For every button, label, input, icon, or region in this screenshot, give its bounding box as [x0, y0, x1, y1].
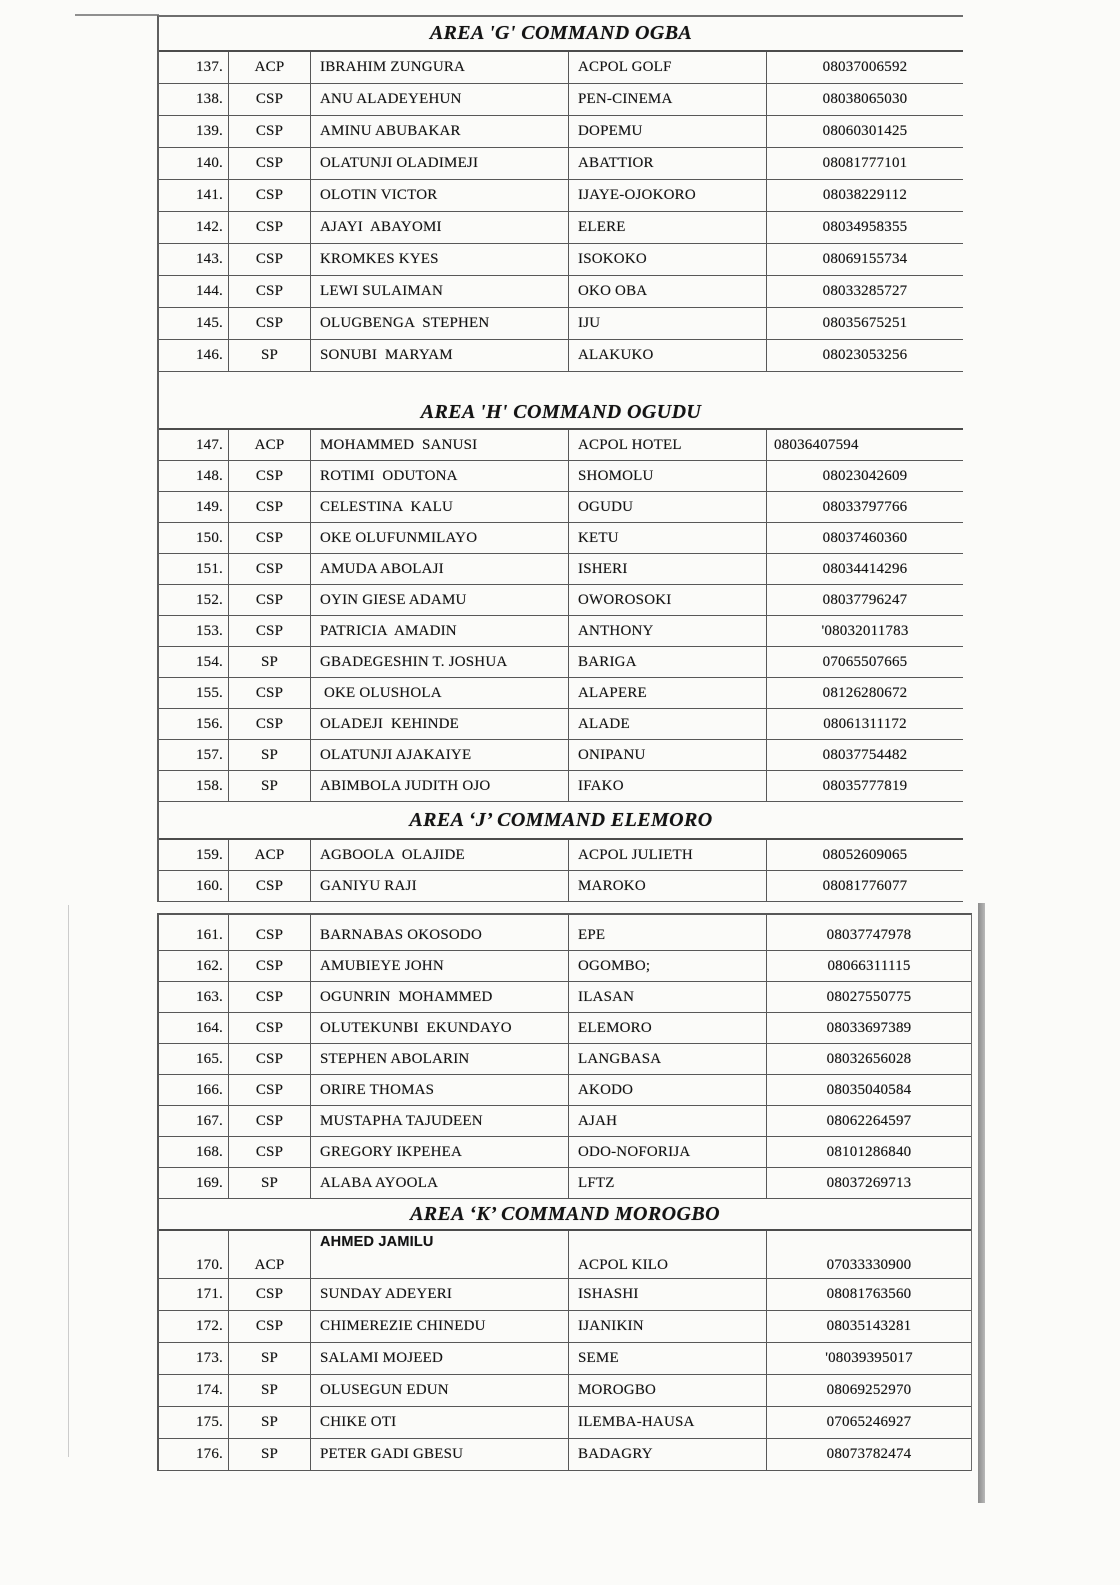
rank-cell: CSP: [229, 871, 311, 901]
page-shadow-band: [978, 903, 985, 1503]
location-cell: ISHASHI: [569, 1279, 767, 1310]
table-row: [159, 52, 963, 84]
row-number-cell: 137.: [159, 52, 229, 83]
row-number-cell: 170.: [159, 1231, 229, 1278]
row-number-cell: 172.: [159, 1311, 229, 1342]
table-row: [159, 1044, 971, 1075]
table-row: [159, 1311, 971, 1343]
table-row: [159, 461, 963, 492]
row-number-cell: 139.: [159, 116, 229, 147]
officer-name-cell: OKE OLUFUNMILAYO: [311, 523, 569, 553]
location-cell: SEME: [569, 1343, 767, 1374]
table-row: [159, 616, 963, 647]
row-number-cell: 150.: [159, 523, 229, 553]
phone-cell: 08066311115: [827, 957, 911, 974]
location-cell: ABATTIOR: [569, 148, 767, 179]
officer-name-cell: OLUGBENGA STEPHEN: [311, 308, 569, 339]
row-number-cell: 147.: [159, 430, 229, 460]
table-row: [159, 276, 963, 308]
officer-name-cell: GREGORY IKPEHEA: [311, 1137, 569, 1167]
table-row: [159, 1106, 971, 1137]
phone-cell: 08069252970: [826, 1382, 912, 1398]
row-number-cell: 158.: [159, 771, 229, 801]
officer-name-cell: AMUBIEYE JOHN: [311, 951, 569, 981]
row-number-cell: 155.: [159, 678, 229, 708]
row-number-cell: 174.: [159, 1375, 229, 1406]
phone-cell: 08037754482: [822, 746, 908, 763]
row-number-cell: 163.: [159, 982, 229, 1012]
location-cell: ACPOL KILO: [569, 1231, 767, 1278]
officer-name-cell: OGUNRIN MOHAMMED: [311, 982, 569, 1012]
phone-cell: 08023042609: [822, 467, 908, 484]
phone-cell: 08034414296: [822, 560, 908, 577]
phone-cell: 08081763560: [826, 1286, 912, 1302]
phone-cell: 08073782474: [826, 1446, 912, 1462]
location-cell: ACPOL GOLF: [569, 52, 767, 83]
table-row: [159, 492, 963, 523]
table-row: [159, 1137, 971, 1168]
row-number-cell: 149.: [159, 492, 229, 522]
location-cell: ALAPERE: [569, 678, 767, 708]
rank-cell: CSP: [229, 1137, 311, 1167]
location-cell: ACPOL HOTEL: [569, 430, 767, 460]
table-row: [159, 678, 963, 709]
location-cell: PEN-CINEMA: [569, 84, 767, 115]
phone-cell: 08069155734: [822, 251, 908, 267]
row-number-cell: 164.: [159, 1013, 229, 1043]
location-cell: MOROGBO: [569, 1375, 767, 1406]
phone-cell: 08037006592: [822, 59, 908, 75]
section-title: AREA 'G' COMMAND OGBA: [159, 17, 963, 52]
table-row: [159, 430, 963, 461]
row-number-cell: 141.: [159, 180, 229, 211]
location-cell: LFTZ: [569, 1168, 767, 1198]
row-number-cell: 145.: [159, 308, 229, 339]
phone-cell: 08023053256: [822, 347, 908, 363]
phone-cell: 08036407594: [774, 436, 859, 453]
table-row: [159, 871, 963, 902]
location-cell: ILEMBA-HAUSA: [569, 1407, 767, 1438]
location-cell: IFAKO: [569, 771, 767, 801]
officer-name-cell: OLOTIN VICTOR: [311, 180, 569, 211]
phone-cell: 08038229112: [822, 187, 908, 203]
officer-name-cell: CELESTINA KALU: [311, 492, 569, 522]
location-cell: ILASAN: [569, 982, 767, 1012]
rank-cell: CSP: [229, 116, 311, 147]
row-number-cell: 152.: [159, 585, 229, 615]
location-cell: IJANIKIN: [569, 1311, 767, 1342]
rank-cell: CSP: [229, 1013, 311, 1043]
rank-cell: ACP: [229, 430, 311, 460]
row-number-cell: 165.: [159, 1044, 229, 1074]
officer-name-cell: ROTIMI ODUTONA: [311, 461, 569, 491]
rank-cell: ACP: [229, 840, 311, 870]
rank-cell: ACP: [229, 1231, 311, 1278]
row-number-cell: 171.: [159, 1279, 229, 1310]
section-title: AREA ‘K’ COMMAND MOROGBO: [159, 1199, 971, 1231]
rank-cell: CSP: [229, 523, 311, 553]
rank-cell: CSP: [229, 951, 311, 981]
rank-cell: CSP: [229, 180, 311, 211]
rank-cell: CSP: [229, 276, 311, 307]
location-cell: KETU: [569, 523, 767, 553]
table-row: [159, 840, 963, 871]
officer-name-cell: SONUBI MARYAM: [311, 340, 569, 371]
officer-name-cell: OKE OLUSHOLA: [311, 678, 569, 708]
officer-name-cell: OLATUNJI AJAKAIYE: [311, 740, 569, 770]
officer-name-cell: AHMED JAMILU: [311, 1231, 569, 1278]
lower-roster-table: [157, 913, 972, 1471]
row-number-cell: 175.: [159, 1407, 229, 1438]
row-number-cell: 162.: [159, 951, 229, 981]
phone-cell: 08035143281: [826, 1318, 912, 1334]
officer-name-cell: PETER GADI GBESU: [311, 1439, 569, 1470]
phone-cell: 08035777819: [822, 777, 908, 794]
location-cell: ALAKUKO: [569, 340, 767, 371]
phone-cell: 08037269713: [826, 1174, 912, 1191]
section-title: AREA 'H' COMMAND OGUDU: [159, 372, 963, 430]
row-number-cell: 140.: [159, 148, 229, 179]
location-cell: IJU: [569, 308, 767, 339]
row-number-cell: 166.: [159, 1075, 229, 1105]
phone-cell: 08033697389: [826, 1019, 912, 1036]
rank-cell: CSP: [229, 492, 311, 522]
rank-cell: CSP: [229, 308, 311, 339]
row-number-cell: 169.: [159, 1168, 229, 1198]
table-row: [159, 585, 963, 616]
location-cell: OGUDU: [569, 492, 767, 522]
phone-cell: 08052609065: [822, 846, 908, 863]
rank-cell: SP: [229, 1343, 311, 1374]
officer-name-cell: OLUSEGUN EDUN: [311, 1375, 569, 1406]
phone-cell: 08037796247: [822, 591, 908, 608]
officer-name-cell: ALABA AYOOLA: [311, 1168, 569, 1198]
rank-cell: CSP: [229, 616, 311, 646]
upper-roster-table: [157, 15, 963, 902]
officer-name-cell: BARNABAS OKOSODO: [311, 915, 569, 950]
location-cell: ANTHONY: [569, 616, 767, 646]
table-row: [159, 1439, 971, 1471]
table-row: [159, 951, 971, 982]
rank-cell: CSP: [229, 678, 311, 708]
rank-cell: CSP: [229, 982, 311, 1012]
rank-cell: SP: [229, 647, 311, 677]
table-row: [159, 771, 963, 802]
table-row: [159, 1231, 971, 1279]
location-cell: ELEMORO: [569, 1013, 767, 1043]
rank-cell: CSP: [229, 1106, 311, 1136]
location-cell: ALADE: [569, 709, 767, 739]
row-number-cell: 144.: [159, 276, 229, 307]
location-cell: LANGBASA: [569, 1044, 767, 1074]
rank-cell: CSP: [229, 709, 311, 739]
rank-cell: ACP: [229, 52, 311, 83]
rank-cell: CSP: [229, 1044, 311, 1074]
row-number-cell: 154.: [159, 647, 229, 677]
table-row: [159, 523, 963, 554]
officer-name-cell: SUNDAY ADEYERI: [311, 1279, 569, 1310]
officer-name-cell: IBRAHIM ZUNGURA: [311, 52, 569, 83]
rank-cell: CSP: [229, 1075, 311, 1105]
phone-cell: 08126280672: [822, 684, 908, 701]
rank-cell: CSP: [229, 585, 311, 615]
table-row: [159, 1343, 971, 1375]
location-cell: BADAGRY: [569, 1439, 767, 1470]
row-number-cell: 153.: [159, 616, 229, 646]
row-number-cell: 168.: [159, 1137, 229, 1167]
location-cell: IJAYE-OJOKORO: [569, 180, 767, 211]
phone-cell: 07065507665: [822, 653, 908, 670]
rank-cell: CSP: [229, 915, 311, 950]
table-row: [159, 1075, 971, 1106]
officer-name-cell: OYIN GIESE ADAMU: [311, 585, 569, 615]
officer-name-cell: OLUTEKUNBI EKUNDAYO: [311, 1013, 569, 1043]
row-number-cell: 157.: [159, 740, 229, 770]
row-number-cell: 161.: [159, 915, 229, 950]
phone-cell: 08037747978: [826, 927, 912, 943]
phone-cell: 07033330900: [826, 1257, 912, 1273]
phone-cell: 08038065030: [822, 91, 908, 107]
rank-cell: SP: [229, 1439, 311, 1470]
row-number-cell: 151.: [159, 554, 229, 584]
location-cell: OGOMBO;: [569, 951, 767, 981]
location-cell: SHOMOLU: [569, 461, 767, 491]
location-cell: BARIGA: [569, 647, 767, 677]
row-number-cell: 142.: [159, 212, 229, 243]
location-cell: OKO OBA: [569, 276, 767, 307]
table-row: [159, 709, 963, 740]
phone-cell: 08101286840: [826, 1143, 912, 1160]
row-number-cell: 143.: [159, 244, 229, 275]
table-row: [159, 244, 963, 276]
page-edge-line: [68, 905, 69, 1457]
table-row: [159, 647, 963, 678]
rank-cell: CSP: [229, 212, 311, 243]
rank-cell: SP: [229, 1375, 311, 1406]
officer-name-cell: AJAYI ABAYOMI: [311, 212, 569, 243]
officer-name-cell: PATRICIA AMADIN: [311, 616, 569, 646]
table-row: [159, 1375, 971, 1407]
location-cell: DOPEMU: [569, 116, 767, 147]
officer-name-cell: MOHAMMED SANUSI: [311, 430, 569, 460]
officer-name-cell: ANU ALADEYEHUN: [311, 84, 569, 115]
table-row: [159, 84, 963, 116]
location-cell: ELERE: [569, 212, 767, 243]
rank-cell: CSP: [229, 461, 311, 491]
rank-cell: SP: [229, 771, 311, 801]
officer-name-cell: ABIMBOLA JUDITH OJO: [311, 771, 569, 801]
officer-name-cell: KROMKES KYES: [311, 244, 569, 275]
officer-name-cell: STEPHEN ABOLARIN: [311, 1044, 569, 1074]
table-row: [159, 308, 963, 340]
phone-cell: '08032011783: [821, 622, 909, 639]
location-cell: ISHERI: [569, 554, 767, 584]
rank-cell: CSP: [229, 148, 311, 179]
officer-name-cell: AMINU ABUBAKAR: [311, 116, 569, 147]
officer-name-cell: CHIKE OTI: [311, 1407, 569, 1438]
table-row: [159, 180, 963, 212]
table-row: [159, 915, 971, 951]
top-border-overhang-line: [75, 14, 159, 16]
phone-cell: 08081777101: [822, 155, 908, 171]
officer-name-cell: MUSTAPHA TAJUDEEN: [311, 1106, 569, 1136]
phone-cell: 08060301425: [822, 123, 908, 139]
table-row: [159, 740, 963, 771]
table-row: [159, 340, 963, 372]
phone-cell: 08032656028: [826, 1050, 912, 1067]
rank-cell: CSP: [229, 244, 311, 275]
rank-cell: CSP: [229, 1279, 311, 1310]
location-cell: MAROKO: [569, 871, 767, 901]
row-number-cell: 156.: [159, 709, 229, 739]
rank-cell: CSP: [229, 554, 311, 584]
table-row: [159, 1407, 971, 1439]
location-cell: OWOROSOKI: [569, 585, 767, 615]
officer-name-cell: GBADEGESHIN T. JOSHUA: [311, 647, 569, 677]
row-number-cell: 148.: [159, 461, 229, 491]
table-row: [159, 212, 963, 244]
row-number-cell: 167.: [159, 1106, 229, 1136]
phone-cell: '08039395017: [825, 1350, 913, 1366]
location-cell: EPE: [569, 915, 767, 950]
rank-cell: SP: [229, 1168, 311, 1198]
location-cell: ODO-NOFORIJA: [569, 1137, 767, 1167]
rank-cell: CSP: [229, 1311, 311, 1342]
table-row: [159, 982, 971, 1013]
phone-cell: 08034958355: [822, 219, 908, 235]
phone-cell: 08062264597: [826, 1112, 912, 1129]
row-number-cell: 173.: [159, 1343, 229, 1374]
location-cell: AKODO: [569, 1075, 767, 1105]
location-cell: ACPOL JULIETH: [569, 840, 767, 870]
location-cell: ISOKOKO: [569, 244, 767, 275]
officer-name-cell: ORIRE THOMAS: [311, 1075, 569, 1105]
phone-cell: 07065246927: [826, 1414, 912, 1430]
rank-cell: CSP: [229, 84, 311, 115]
rank-cell: SP: [229, 740, 311, 770]
officer-name-cell: SALAMI MOJEED: [311, 1343, 569, 1374]
section-title: AREA ‘J’ COMMAND ELEMORO: [159, 802, 963, 840]
phone-cell: 08027550775: [826, 988, 912, 1005]
row-number-cell: 159.: [159, 840, 229, 870]
officer-name-cell: AGBOOLA OLAJIDE: [311, 840, 569, 870]
row-number-cell: 176.: [159, 1439, 229, 1470]
officer-name-cell: OLADEJI KEHINDE: [311, 709, 569, 739]
phone-cell: 08037460360: [822, 529, 908, 546]
officer-name-cell: LEWI SULAIMAN: [311, 276, 569, 307]
table-row: [159, 1013, 971, 1044]
table-row: [159, 1279, 971, 1311]
table-row: [159, 116, 963, 148]
officer-name-cell: OLATUNJI OLADIMEJI: [311, 148, 569, 179]
officer-name-cell: GANIYU RAJI: [311, 871, 569, 901]
row-number-cell: 160.: [159, 871, 229, 901]
rank-cell: SP: [229, 1407, 311, 1438]
table-row: [159, 554, 963, 585]
row-number-cell: 146.: [159, 340, 229, 371]
rank-cell: SP: [229, 340, 311, 371]
phone-cell: 08033797766: [822, 498, 908, 515]
phone-cell: 08035040584: [826, 1081, 912, 1098]
location-cell: AJAH: [569, 1106, 767, 1136]
phone-cell: 08033285727: [822, 283, 908, 299]
phone-cell: 08081776077: [822, 877, 908, 894]
phone-cell: 08035675251: [822, 315, 908, 331]
officer-name-cell: CHIMEREZIE CHINEDU: [311, 1311, 569, 1342]
location-cell: ONIPANU: [569, 740, 767, 770]
phone-cell: 08061311172: [823, 715, 907, 732]
officer-name-cell: AMUDA ABOLAJI: [311, 554, 569, 584]
table-row: [159, 1168, 971, 1199]
row-number-cell: 138.: [159, 84, 229, 115]
table-row: [159, 148, 963, 180]
